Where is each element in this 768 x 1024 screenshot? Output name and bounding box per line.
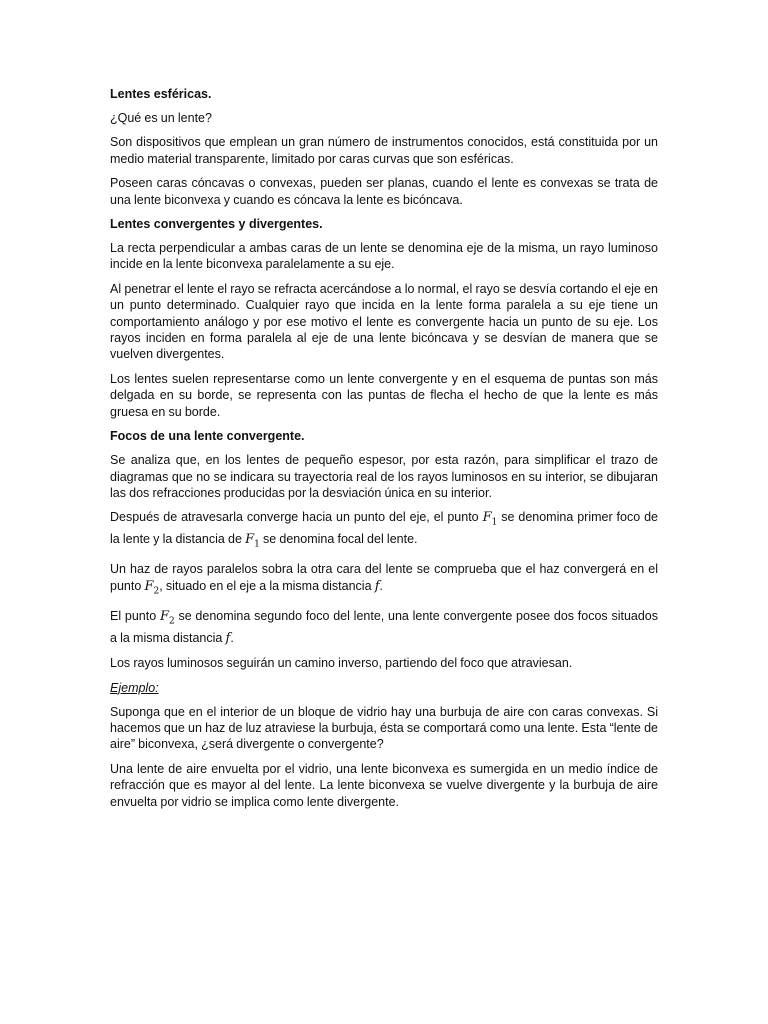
- example-label: Ejemplo:: [110, 680, 159, 695]
- paragraph-3: La recta perpendicular a ambas caras de un lente se denomina eje de la misma, un rayo luminoso incide en la lente biconvexa paralelamente a su eje.: [110, 241, 658, 272]
- math-f1: [482, 510, 498, 528]
- section-heading-lentes: Lentes convergentes y divergentes.: [110, 217, 323, 232]
- math-f2-sub: 2: [153, 586, 160, 597]
- paragraph-7: [110, 509, 658, 553]
- math-f2-letter: F: [144, 578, 154, 594]
- math-f2: [144, 578, 160, 597]
- math-f-distance: f: [374, 578, 380, 594]
- p7-text-c: se denomina focal del lente.: [259, 532, 418, 547]
- math-f2-second: [159, 608, 175, 627]
- paragraph-11: Suponga que en el interior de un bloque de vidrio hay una burbuja de aire con caras convexas. Si hacemos que un haz de luz atraviese la burbuja, ésta se comportará como una lente. Esta “lente de aire” biconvexa, ¿será divergente o convergente?: [110, 704, 658, 752]
- p9-text-b: se denomina segundo foco del lente, una lente convergente posee dos focos situados a la misma distancia: [110, 608, 658, 645]
- paragraph-5: Los lentes suelen representarse como un lente convergente y en el esquema de puntas son más delgada en su borde, se representa con las puntas de flecha el hecho de que la lente es más gruesa en su borde.: [110, 371, 658, 419]
- paragraph-10: Los rayos luminosos seguirán un camino inverso, partiendo del foco que atraviesan.: [110, 656, 573, 671]
- paragraph-6: Se analiza que, en los lentes de pequeño espesor, por esta razón, para simplificar el trazo de diagramas que no se indicara su trayectoria real de los rayos luminosos en su interior, se dibujaran las dos refracciones producidas por la desviación única en su interior.: [110, 453, 658, 500]
- document-title: Lentes esféricas.: [110, 87, 212, 101]
- math-f1-sub: 1: [491, 517, 498, 528]
- math-f1-letter: F: [482, 510, 492, 526]
- paragraph-8: [110, 561, 658, 599]
- section-heading-focos: Focos de una lente convergente.: [110, 429, 305, 444]
- paragraph-12: Una lente de aire envuelta por el vidrio, una lente biconvexa es sumergida en un medio índice de refracción que es mayor al del lente. La lente biconvexa se vuelve divergente y la burbuja de aire envuelta por vidrio se implica como lente divergente.: [110, 761, 658, 809]
- math-f2-second-sub: 2: [168, 616, 175, 627]
- math-f1-second-sub: 1: [254, 539, 260, 550]
- p8-text-c: .: [379, 578, 384, 593]
- p8-text-a: Un haz de rayos paralelos sobra la otra cara del lente se comprueba que el haz convergerá en el punto: [110, 562, 658, 593]
- paragraph-9: [110, 608, 658, 647]
- p7-text-a: Después de atravesarla converge hacia un punto del eje, el punto: [110, 510, 483, 525]
- p9-text-a: El punto: [110, 608, 160, 623]
- math-f1-second: [245, 532, 260, 550]
- question-line: ¿Qué es un lente?: [110, 111, 212, 125]
- math-f-distance-second: f: [225, 630, 231, 646]
- p7-text-b: se denomina primer foco de la lente y la distancia de: [110, 510, 658, 547]
- p8-text-b: , situado en el eje a la misma distancia: [159, 578, 375, 593]
- math-f2-second-letter: F: [159, 608, 169, 624]
- paragraph-4: Al penetrar el lente el rayo se refracta acercándose a lo normal, el rayo se desvía cortando el eje en un punto determinado. Cualquier rayo que incida en la lente forma paralela a su eje tiene un comportamiento análogo y por ese motivo el lente es convergente hacia un punto de su eje. Los rayos inciden en forma paralela al eje de una lente bicóncava y se desvían de manera que se vuelven divergentes.: [110, 281, 658, 362]
- paragraph-2: Poseen caras cóncavas o convexas, pueden ser planas, cuando el lente es convexas se trata de una lente biconvexa y cuando es cóncava la lente es bicóncava.: [110, 176, 658, 207]
- math-f1-second-letter: F: [245, 532, 255, 548]
- p9-text-c: .: [230, 630, 234, 645]
- paragraph-1: Son dispositivos que emplean un gran número de instrumentos conocidos, está constituida por un medio material transparente, limitado por caras curvas que son esféricas.: [110, 135, 658, 166]
